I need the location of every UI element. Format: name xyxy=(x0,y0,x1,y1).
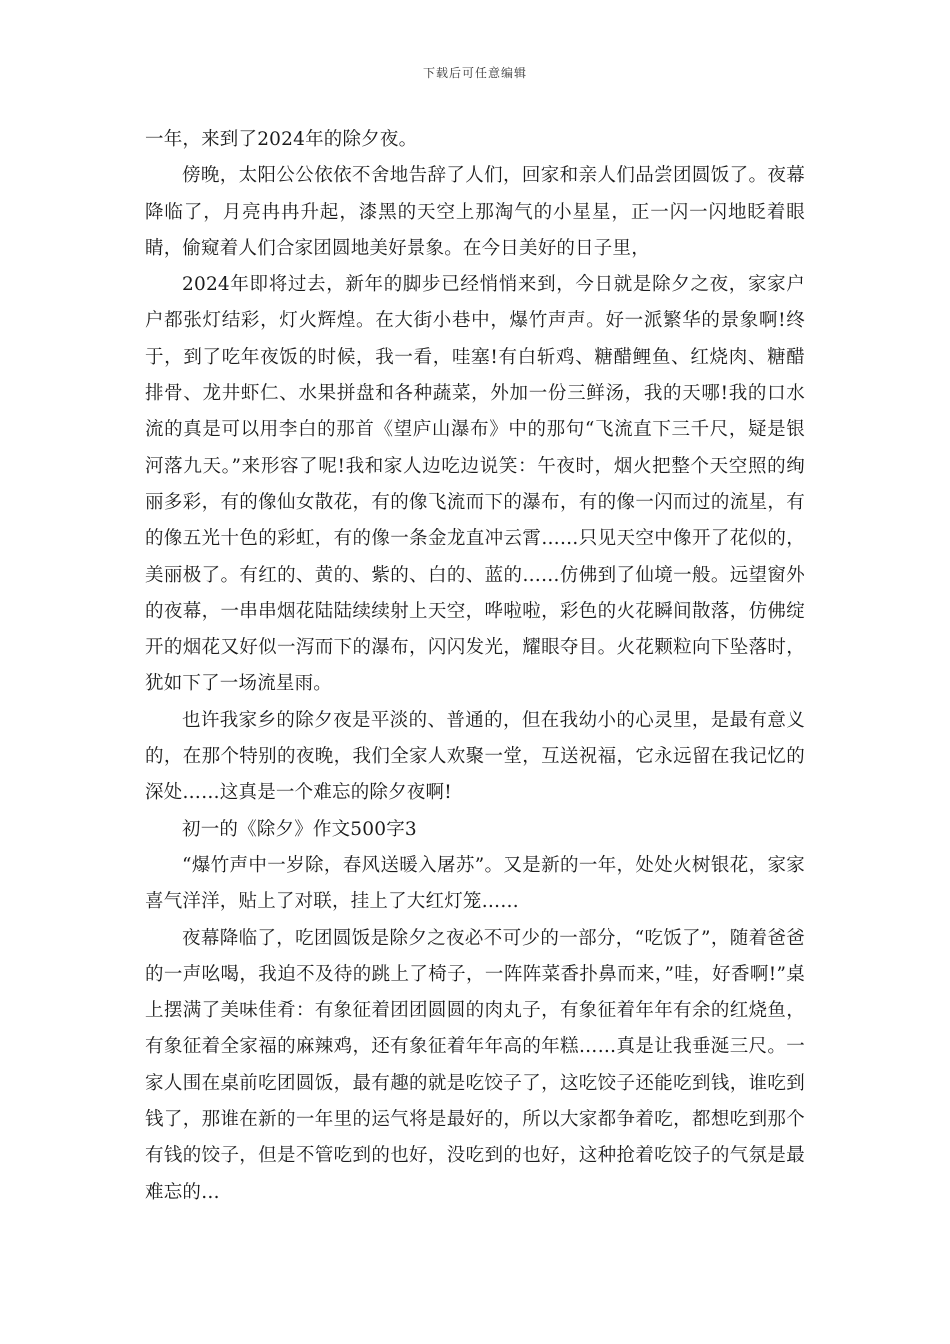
paragraph-reunion-dinner: 夜幕降临了，吃团圆饭是除夕之夜必不可少的一部分，“吃饭了”，随着爸爸的一声吆喝，我迫不及待的跳上了椅子，一阵阵菜香扑鼻而来，”哇，好香啊!”桌上摆满了美味佳肴：有象征着团团圆圆的肉丸子，有象征着年年有余的红烧鱼，有象征着全家福的麻辣鸡，还有象征着年年高的年糕……真是让我垂涎三尺。一家人围在桌前吃团圆饭，最有趣的就是吃饺子了，这吃饺子还能吃到钱，谁吃到钱了，那谁在新的一年里的运气将是最好的，所以大家都争着吃，都想吃到那个有钱的饺子，但是不管吃到的也好，没吃到的也好，这种抢着吃饺子的气氛是最难忘的… xyxy=(145,927,805,1203)
paragraph-new-year-eve: 2024年即将过去，新年的脚步已经悄悄来到，今日就是除夕之夜，家家户户都张灯结彩，灯火辉煌。在大街小巷中，爆竹声声。好一派繁华的景象啊!终于，到了吃年夜饭的时候，我一看，哇塞!有白斩鸡、糖醋鲤鱼、红烧肉、糖醋排骨、龙井虾仁、水果拼盘和各种蔬菜，外加一份三鲜汤，我的天哪!我的口水流的真是可以用李白的那首《望庐山瀑布》中的那句“飞流直下三千尺，疑是银河落九天。”来形容了呢!我和家人边吃边说笑：午夜时，烟火把整个天空照的绚丽多彩，有的像仙女散花，有的像飞流而下的瀑布，有的像一闪而过的流星，有的像五光十色的彩虹，有的像一条金龙直冲云霄……只见天空中像开了花似的，美丽极了。有红的、黄的、紫的、白的、蓝的……仿佛到了仙境一般。远望窗外的夜幕，一串串烟花陆陆续续射上天空，哗啦啦，彩色的火花瞬间散落，仿佛绽开的烟花又好似一泻而下的瀑布，闪闪发光，耀眼夺目。火花颗粒向下坠落时，犹如下了一场流星雨。 xyxy=(145,274,805,695)
paragraph-opening: 一年，来到了2024年的除夕夜。 xyxy=(145,129,418,150)
paragraph-firecrackers: “爆竹声中一岁除，春风送暖入屠苏”。又是新的一年，处处火树银花，家家喜气洋洋，贴上了对联，挂上了大红灯笼…… xyxy=(145,854,805,913)
essay-title: 初一的《除夕》作文500字3 xyxy=(182,818,417,840)
paragraph-memory: 也许我家乡的除夕夜是平淡的、普通的，但在我幼小的心灵里，是最有意义的，在那个特别的夜晚，我们全家人欢聚一堂，互送祝福，它永远留在我记忆的深处……这真是一个难忘的除夕夜啊! xyxy=(145,709,805,804)
page-header-note: 下载后可任意编辑 xyxy=(422,66,527,80)
document-body xyxy=(145,122,805,1211)
paragraph-dusk: 傍晚，太阳公公依依不舍地告辞了人们，回家和亲人们品尝团圆饭了。夜幕降临了，月亮冉冉升起，漆黑的天空上那淘气的小星星，正一闪一闪地眨着眼睛，偷窥着人们合家团圆地美好景象。在今日美好的日子里， xyxy=(145,165,805,259)
